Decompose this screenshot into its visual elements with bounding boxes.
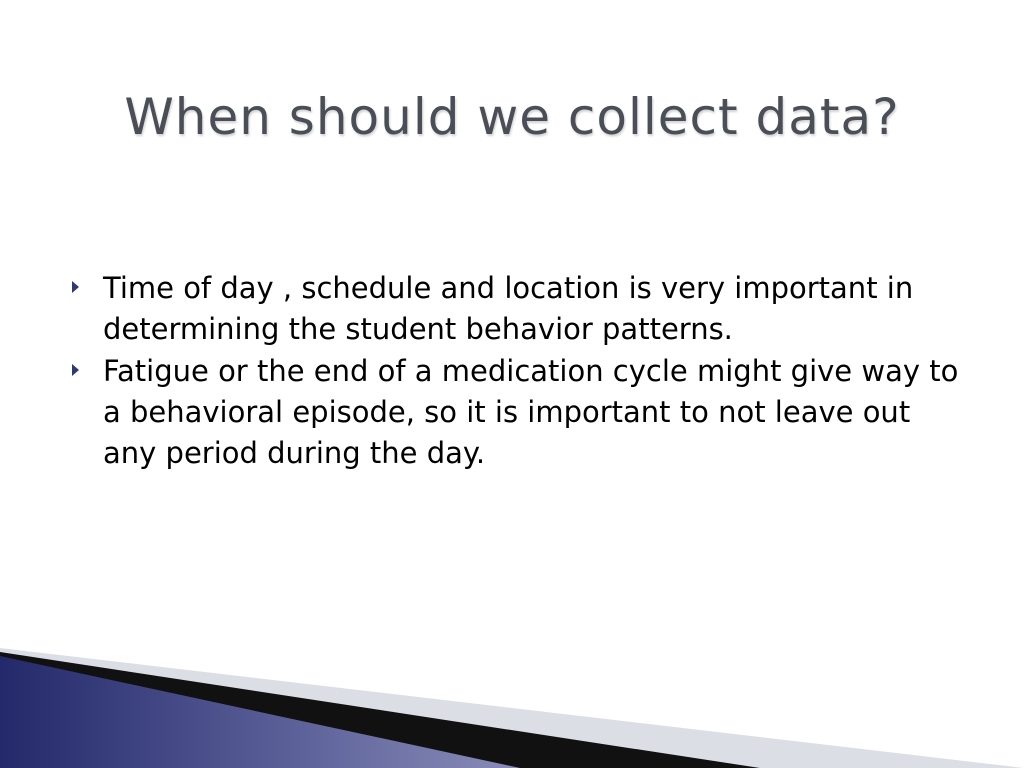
slide-title: When should we collect data? bbox=[124, 88, 900, 146]
triangle-right-icon bbox=[72, 364, 79, 376]
bullet-item bbox=[72, 268, 972, 350]
bullet-item bbox=[72, 351, 972, 474]
triangle-right-icon bbox=[72, 281, 79, 293]
corner-decoration bbox=[0, 638, 1024, 768]
bullet-list bbox=[72, 268, 972, 475]
bullet-text: Time of day , schedule and location is very important in determining the student behavior patterns. bbox=[103, 271, 914, 346]
bullet-text: Fatigue or the end of a medication cycle might give way to a behavioral episode, so it is important to not leave out any period during the day. bbox=[103, 354, 959, 470]
